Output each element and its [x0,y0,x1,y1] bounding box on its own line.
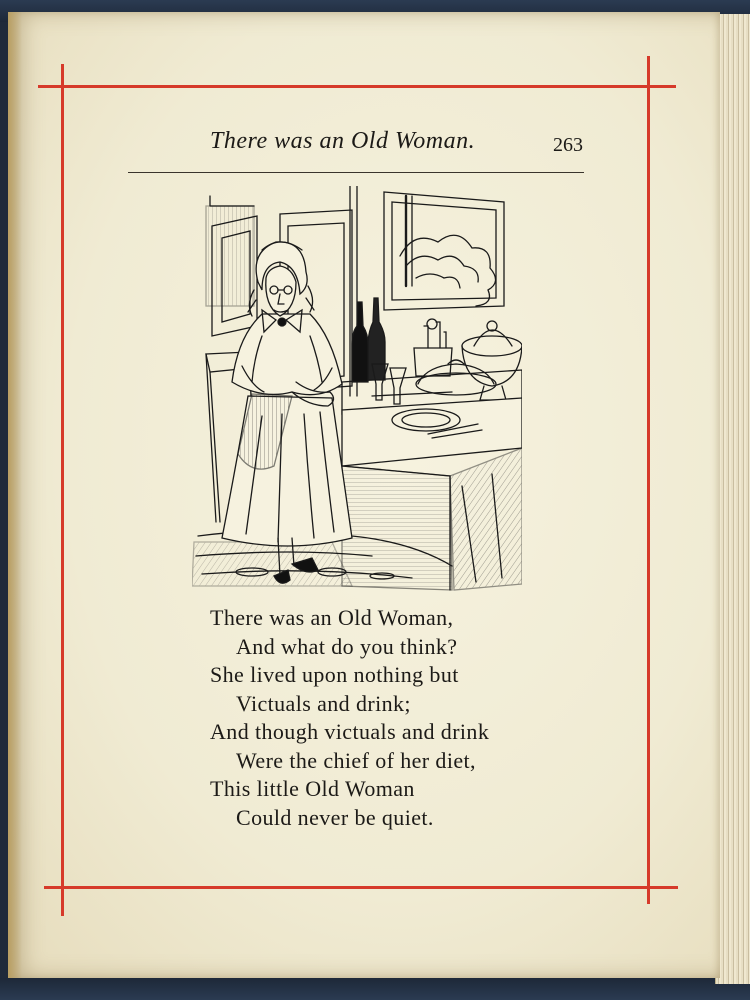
border-rule-left [61,64,64,916]
header-rule [128,172,584,173]
poem-line-3: She lived upon nothing but [210,662,459,687]
poem-line-7: This little Old Woman [210,776,415,801]
page-gutter-shadow [8,12,22,978]
poem-line-4: Victuals and drink; [236,690,411,716]
page-number: 263 [553,134,583,156]
border-rule-top [38,85,676,88]
poem-line-2: And what do you think? [236,633,458,659]
border-rule-right [647,56,650,904]
border-rule-bottom [44,886,678,889]
illustration-old-woman [192,186,522,594]
page-stack-edge [715,14,750,984]
poem [210,604,610,832]
book-cover-bottom-edge [0,978,750,1000]
poem-line-1: There was an Old Woman, [210,605,454,630]
poem-line-8: Could never be quiet. [236,804,434,830]
poem-line-6: Were the chief of her diet, [236,747,476,773]
running-title: There was an Old Woman. [210,128,476,154]
poem-line-5: And though victuals and drink [210,719,490,744]
